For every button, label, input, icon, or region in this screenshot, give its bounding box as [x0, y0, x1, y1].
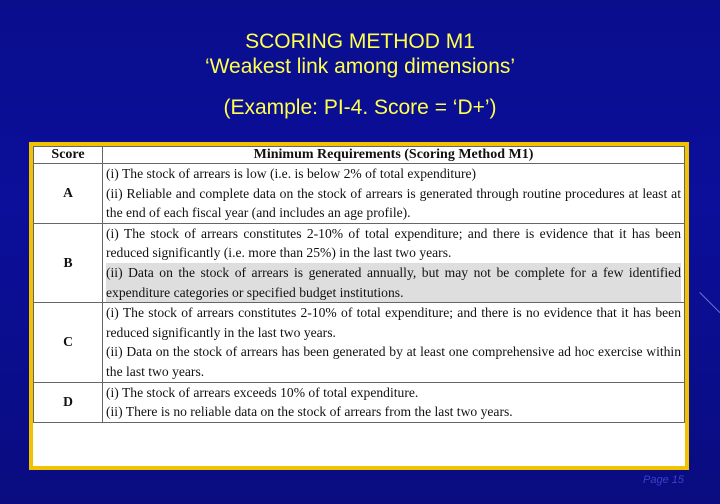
- example-caption: (Example: PI-4. Score = ‘D+’): [223, 96, 497, 119]
- slide-subtitle: ‘Weakest link among dimensions’: [204, 55, 516, 78]
- requirement-line: (ii) Reliable and complete data on the stock of arrears is generated through routine procedures at least at the end of each fiscal year (and includes an age profile).: [106, 185, 681, 221]
- slide-title: SCORING METHOD M1: [245, 30, 475, 53]
- header-requirements: Minimum Requirements (Scoring Method M1): [103, 147, 685, 164]
- requirement-line: (i) The stock of arrears exceeds 10% of total expenditure.: [106, 384, 419, 400]
- score-cell-c: C: [34, 303, 103, 382]
- scoring-table-container: [33, 146, 685, 466]
- table-row: [34, 223, 685, 302]
- requirement-line-highlighted: (ii) Data on the stock of arrears is generated annually, but may not be complete for a few identified expenditure categories or specified budget institutions.: [106, 263, 681, 302]
- scoring-table: [33, 146, 685, 443]
- requirement-line: (ii) There is no reliable data on the stock of arrears from the last two years.: [106, 404, 513, 420]
- score-cell-d: D: [34, 382, 103, 422]
- requirement-line: (i) The stock of arrears constitutes 2-10% of total expenditure; and there is evidence that it has been reduced significantly (i.e. more than 25%) in the last two years.: [106, 225, 681, 261]
- table-footer-blank: [34, 422, 685, 443]
- requirements-cell-d: [103, 382, 685, 422]
- requirement-line: (ii) Data on the stock of arrears has been generated by at least one comprehensive ad hoc exercise within the last two years.: [106, 344, 681, 379]
- requirement-line: (i) The stock of arrears constitutes 2-10% of total expenditure; and there is no evidence that it has been reduced significantly in the last two years.: [106, 305, 681, 340]
- header-score: Score: [34, 147, 103, 164]
- blank-cell: [34, 422, 685, 443]
- decorative-line: [699, 292, 720, 314]
- scoring-table-frame: [29, 142, 689, 470]
- table-header-row: [34, 147, 685, 164]
- requirements-cell-a: [103, 164, 685, 224]
- requirements-cell-b: [103, 223, 685, 302]
- table-row: [34, 303, 685, 382]
- page-number: Page 15: [643, 474, 684, 486]
- score-cell-a: A: [34, 164, 103, 224]
- table-row: [34, 164, 685, 224]
- score-cell-b: B: [34, 223, 103, 302]
- requirements-cell-c: [103, 303, 685, 382]
- table-row: [34, 382, 685, 422]
- requirement-line: (i) The stock of arrears is low (i.e. is below 2% of total expenditure): [106, 166, 477, 181]
